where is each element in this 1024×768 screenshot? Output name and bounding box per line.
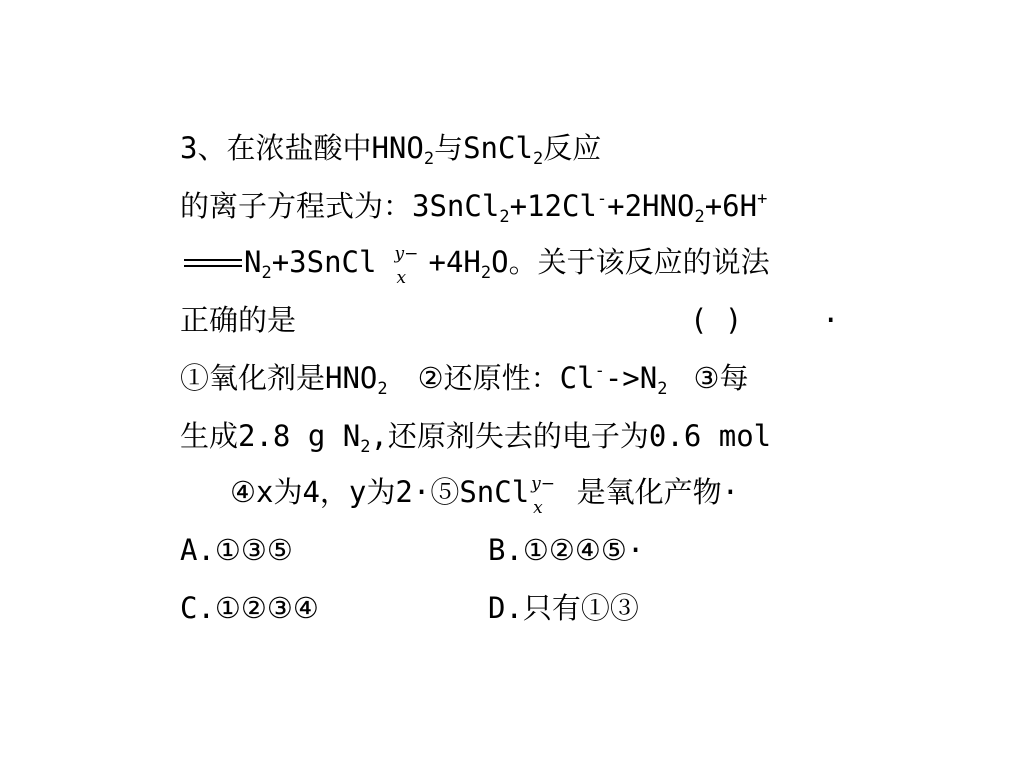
- option-d-text: D.只有①③: [488, 591, 639, 625]
- subscript: 2: [261, 263, 272, 283]
- product-sncl: +3SnCl: [271, 245, 377, 279]
- fraction-bottom: x: [533, 498, 543, 518]
- option-b-text: B.①②④⑤: [488, 533, 627, 567]
- charge-fraction: [529, 474, 559, 518]
- product-water: +4H: [428, 245, 481, 279]
- equation-intro: 的离子方程式为：3SnCl: [180, 189, 500, 223]
- statement-3-tail: ,还原剂失去的电子为0.6 mol: [370, 419, 772, 453]
- option-a-text: A.①③⑤: [180, 533, 293, 567]
- bullet-dot: ·: [626, 533, 645, 567]
- fraction-bottom: x: [396, 268, 407, 288]
- question-line-2: [180, 188, 768, 227]
- statements-line-1: [180, 360, 749, 399]
- question-statement: O。关于该反应的说法: [491, 245, 770, 279]
- option-d: [488, 590, 639, 626]
- statement-3: 生成2.8 g N: [180, 419, 361, 453]
- subscript: 2: [423, 149, 435, 169]
- statements-line-3: [230, 474, 740, 518]
- question-reaction-word: 反应: [543, 131, 602, 165]
- superscript-minus: -: [596, 189, 608, 209]
- subscript: 2: [377, 379, 388, 399]
- subscript: 2: [694, 207, 705, 227]
- equation-term-cl: +12Cl: [509, 189, 597, 223]
- question-reactant: 与SnCl: [434, 131, 533, 165]
- option-c-text: C.①②③④: [180, 591, 319, 625]
- superscript-minus: -: [594, 361, 605, 381]
- statements-line-2: [180, 418, 772, 457]
- statement-5-tail: 是氧化产物: [559, 475, 722, 509]
- question-line-1: [180, 130, 602, 169]
- option-b: [488, 532, 644, 568]
- statement-4: ④x为4，y为2: [230, 475, 413, 509]
- statement-1: ①氧化剂是HNO: [180, 361, 378, 395]
- equals-double-line: [180, 244, 244, 280]
- bullet-dot-text: ·: [822, 303, 840, 337]
- bullet-dot: ·: [412, 475, 431, 509]
- superscript-plus: +: [757, 189, 768, 209]
- statement-2: ②还原性：Cl: [417, 361, 595, 395]
- bullet-dot: [822, 302, 839, 338]
- question-intro: 3、在浓盐酸中HNO: [180, 131, 424, 165]
- product-n: N: [244, 245, 262, 279]
- answer-bracket-text: ( ): [690, 303, 743, 337]
- fraction-top: y−: [531, 474, 556, 494]
- statement-3-start: ③每: [693, 361, 749, 395]
- statement-2-tail: ->N: [604, 361, 658, 395]
- bullet-dot: ·: [721, 475, 740, 509]
- question-line-4: [180, 302, 296, 338]
- statement-5: ⑤SnCl: [430, 475, 530, 509]
- question-line-3: [180, 244, 770, 288]
- fraction-top: y−: [394, 244, 419, 264]
- answer-bracket: [690, 302, 742, 338]
- option-a: [180, 532, 293, 568]
- subscript: 2: [657, 379, 668, 399]
- question-prompt: 正确的是: [180, 303, 297, 337]
- subscript: 2: [360, 437, 371, 457]
- subscript: 2: [499, 207, 510, 227]
- equation-term-h: +6H: [704, 189, 758, 223]
- equation-term-hno2: +2HNO: [607, 189, 695, 223]
- charge-fraction: [392, 244, 422, 288]
- subscript: 2: [532, 149, 544, 169]
- subscript: 2: [480, 263, 492, 283]
- option-c: [180, 590, 319, 626]
